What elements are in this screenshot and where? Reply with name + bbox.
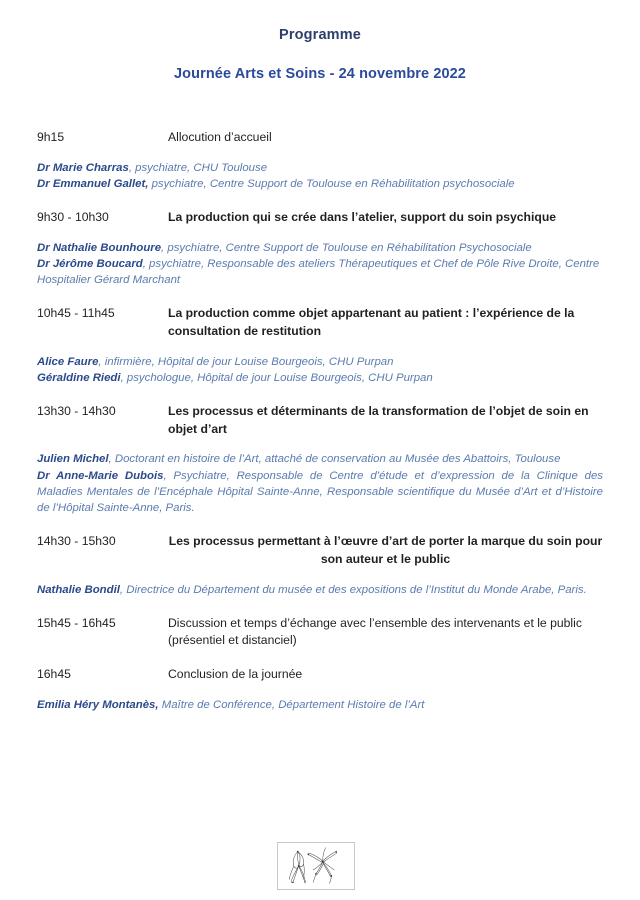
section-spacer — [37, 192, 603, 209]
speaker-affiliation: Maître de Conférence, Département Histoire de l’Art — [158, 698, 425, 711]
speaker-block — [37, 582, 603, 598]
speaker-affiliation: psychiatre, Centre Support de Toulouse en Réhabilitation psychosociale — [148, 177, 515, 190]
speaker-block — [37, 697, 603, 713]
session-title: La production comme objet appartenant au patient : l’expérience de la consultation de restitution — [168, 306, 575, 338]
session-time: 16h45 — [37, 667, 71, 682]
speaker-name: Dr Emmanuel Gallet, — [37, 177, 149, 190]
speaker-line — [37, 160, 603, 176]
speaker-name: Géraldine Riedi — [37, 371, 121, 384]
session-row — [37, 209, 603, 227]
speaker-block — [37, 354, 603, 386]
section-spacer — [37, 288, 603, 305]
session-row — [37, 615, 603, 650]
speaker-block — [37, 240, 603, 289]
session-row — [37, 129, 603, 147]
session-entry — [37, 209, 603, 305]
speaker-block — [37, 451, 603, 516]
session-time: 9h15 — [37, 130, 65, 144]
session-row — [37, 533, 603, 568]
session-title: Conclusion de la journée — [168, 667, 303, 682]
session-row — [37, 403, 603, 438]
speaker-affiliation: , psychiatre, CHU Toulouse — [128, 161, 268, 174]
session-title: Discussion et temps d’échange avec l’ensemble des intervenants et le public (présentiel et distanciel) — [168, 615, 582, 648]
speaker-name: Dr Jérôme Boucard — [37, 257, 143, 270]
section-spacer — [37, 386, 603, 403]
speaker-name: Dr Anne-Marie Dubois — [37, 469, 164, 482]
speaker-name: Emilia Héry Montanès, — [37, 698, 159, 711]
speaker-affiliation: , psychologue, Hôpital de jour Louise Bourgeois, CHU Purpan — [120, 371, 433, 384]
speaker-affiliation: , Directrice du Département du musée et des expositions de l’Institut du Monde Arabe, Paris. — [119, 583, 587, 596]
session-time: 15h45 - 16h45 — [37, 615, 116, 630]
section-spacer — [37, 598, 603, 615]
speaker-line — [37, 176, 603, 192]
speaker-line — [37, 240, 603, 256]
session-title: La production qui se crée dans l’atelier, support du soin psychique — [168, 210, 557, 225]
session-row — [37, 305, 603, 340]
programme-list — [0, 129, 640, 730]
session-time: 13h30 - 14h30 — [37, 404, 116, 419]
speaker-name: Julien Michel — [37, 453, 109, 466]
speaker-line — [37, 697, 603, 713]
speaker-block — [37, 160, 603, 192]
speaker-line — [37, 468, 603, 517]
speaker-line — [37, 354, 603, 370]
session-time: 9h30 - 10h30 — [37, 210, 109, 225]
speaker-line — [37, 256, 603, 288]
page-title: Programme — [279, 27, 361, 43]
speaker-line — [37, 451, 603, 467]
speaker-name: Nathalie Bondil — [37, 583, 120, 596]
speaker-name: Dr Marie Charras — [37, 161, 129, 174]
session-entry — [37, 129, 603, 209]
page-subtitle: Journée Arts et Soins - 24 novembre 2022 — [174, 66, 466, 82]
section-spacer — [37, 650, 603, 666]
session-title: Les processus permettant à l’œuvre d’art de porter la marque du soin pour son auteur et le public — [168, 534, 603, 566]
speaker-line — [37, 370, 603, 386]
speaker-affiliation: , Doctorant en histoire de l’Art, attaché de conservation au Musée des Abattoirs, Toulouse — [108, 453, 561, 466]
session-entry — [37, 666, 603, 730]
speaker-name: Alice Faure — [37, 355, 99, 368]
speaker-affiliation: , psychiatre, Responsable des ateliers Thérapeutiques et Chef de Pôle Rive Droite, Centre Hospitalier Gérard Marchant — [37, 257, 600, 287]
speaker-name: Dr Nathalie Bounhoure — [37, 241, 162, 254]
session-title: Les processus et déterminants de la transformation de l’objet de soin en objet d’art — [168, 404, 589, 436]
session-time: 14h30 - 15h30 — [37, 534, 116, 549]
section-spacer — [37, 713, 603, 730]
speaker-affiliation: , psychiatre, Centre Support de Toulouse en Réhabilitation Psychosociale — [161, 241, 532, 254]
session-row — [37, 666, 603, 684]
speaker-affiliation: , infirmière, Hôpital de jour Louise Bourgeois, CHU Purpan — [98, 355, 394, 368]
speaker-affiliation: , Psychiatre, Responsable de Centre d’étude et d’expression de la Clinique des Maladies Mentales de l’Encéphale Hôpital Sainte-Anne, Responsable scientifique du Musée d’Art et d’Histoire de l’Hôpital Sainte-Anne, Paris. — [37, 469, 603, 514]
session-entry — [37, 615, 603, 666]
speaker-line — [37, 582, 603, 598]
session-entry — [37, 533, 603, 615]
session-entry — [37, 305, 603, 403]
session-time: 10h45 - 11h45 — [37, 306, 115, 321]
footer-artwork-image — [277, 842, 355, 890]
section-spacer — [37, 516, 603, 533]
session-title: Allocution d’accueil — [168, 130, 272, 144]
session-entry — [37, 403, 603, 533]
